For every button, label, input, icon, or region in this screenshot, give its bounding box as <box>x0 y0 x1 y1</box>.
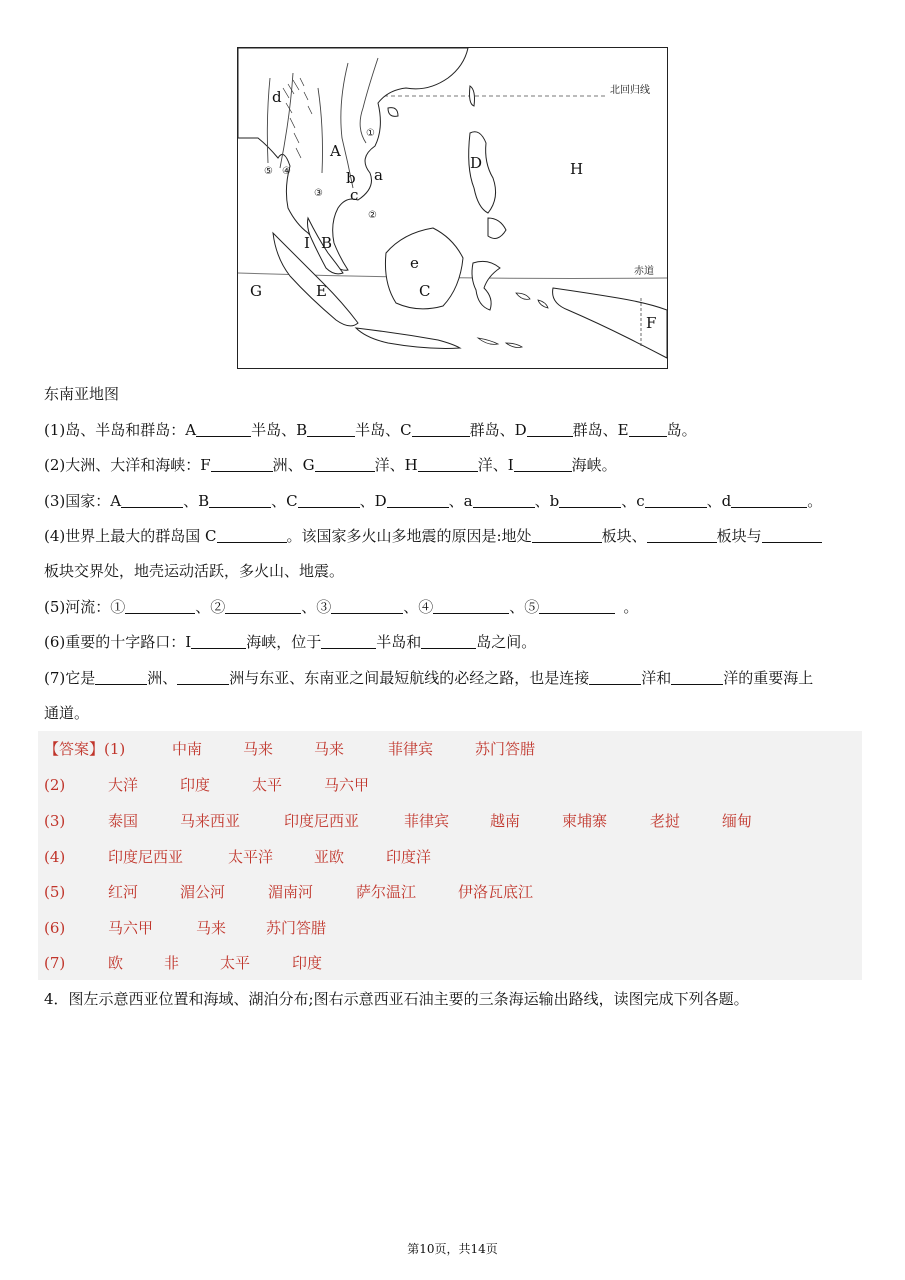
sulawesi-shape <box>472 261 500 310</box>
map-label-a: a <box>374 166 383 184</box>
answer-item: 太平洋 <box>228 848 274 866</box>
answer-num: (3) <box>44 812 66 830</box>
map-label-I: I <box>304 234 310 252</box>
q5-text: 、⑤ <box>509 598 540 616</box>
question-5 <box>44 596 864 618</box>
q5-text: 、④ <box>403 598 434 616</box>
q1-text: 半岛、C <box>355 421 412 439</box>
q6-blank-2[interactable] <box>321 632 376 649</box>
map-label-G: G <box>250 282 262 300</box>
q4-text: 板块与 <box>716 527 762 545</box>
answer-item: 萨尔温江 <box>356 883 417 901</box>
question-3 <box>44 490 864 512</box>
answer-item: 马来 <box>314 740 345 758</box>
q1-blank-2[interactable] <box>307 420 355 437</box>
q2-blank-1[interactable] <box>211 455 273 472</box>
q6-text: 海峡，位于 <box>246 633 322 651</box>
answer-num: (4) <box>44 848 66 866</box>
q4-blank-2[interactable] <box>532 526 602 543</box>
q5-blank-5[interactable] <box>539 597 615 614</box>
answer-item: 印度 <box>292 954 323 972</box>
q2-text: 海峡。 <box>571 456 617 474</box>
java-shape <box>356 328 460 348</box>
q4-text: (4)世界上最大的群岛国 C <box>44 527 217 545</box>
q3-text: 、a <box>448 492 473 510</box>
q7-text: (7)它是 <box>44 669 96 687</box>
q7-blank-2[interactable] <box>177 668 229 685</box>
q3-blank-8[interactable] <box>731 491 807 508</box>
map-label-tropic: 北回归线 <box>610 85 650 96</box>
q6-blank-1[interactable] <box>191 632 246 649</box>
question-1 <box>44 419 864 441</box>
q4-blank-1[interactable] <box>217 526 287 543</box>
map-label-A: A <box>330 142 341 160</box>
q3-text: 、d <box>706 492 732 510</box>
map-svg <box>238 48 667 368</box>
answer-item: 湄公河 <box>180 883 226 901</box>
q3-text: (3)国家：A <box>44 492 122 510</box>
answer-item: 红河 <box>108 883 139 901</box>
answer-row-4 <box>44 846 432 868</box>
q5-blank-4[interactable] <box>433 597 509 614</box>
map-label-river5: ⑤ <box>264 166 273 177</box>
q7-blank-3[interactable] <box>589 668 641 685</box>
q1-text: (1)岛、半岛和群岛：A <box>44 421 197 439</box>
q2-text: 洲、G <box>272 456 315 474</box>
answer-tag: 【答案】 <box>44 740 105 758</box>
q2-blank-3[interactable] <box>418 455 478 472</box>
q1-blank-1[interactable] <box>196 420 251 437</box>
q5-text: 。 <box>623 598 639 616</box>
q1-blank-5[interactable] <box>629 420 667 437</box>
answer-row-2 <box>44 774 370 796</box>
map-label-river1: ① <box>366 128 375 139</box>
answer-item: 太平 <box>220 954 251 972</box>
map-label-B: B <box>321 234 333 252</box>
q1-text: 群岛、D <box>469 421 527 439</box>
next-question: 4．图左示意西亚位置和海域、湖泊分布;图右示意西亚石油主要的三条海运输出路线，读图完成下列各题。 <box>44 990 749 1008</box>
answer-row-3 <box>44 810 753 832</box>
answer-item: 苏门答腊 <box>266 919 327 937</box>
q5-blank-3[interactable] <box>331 597 403 614</box>
answer-item: 中南 <box>172 740 203 758</box>
answer-row-7 <box>44 952 323 974</box>
q4-text: 。该国家多火山多地震的原因是:地处 <box>286 527 532 545</box>
map-label-F: F <box>646 314 657 332</box>
answer-num: (5) <box>44 883 66 901</box>
answer-item: 印度尼西亚 <box>108 848 184 866</box>
q1-blank-3[interactable] <box>412 420 470 437</box>
q3-text: 、B <box>183 492 210 510</box>
answer-item: 缅甸 <box>722 812 753 830</box>
map-label-river3: ③ <box>314 188 323 199</box>
answer-item: 印度 <box>180 776 211 794</box>
answer-item: 印度洋 <box>386 848 432 866</box>
answer-box <box>38 731 862 980</box>
q3-text: 、c <box>621 492 645 510</box>
q4-blank-4[interactable] <box>762 526 822 543</box>
q3-text: 、C <box>271 492 298 510</box>
q5-text: 、② <box>195 598 226 616</box>
answer-row-5 <box>44 881 534 903</box>
q7-text: 洲与东亚、东南亚之间最短航线的必经之路，也是连接 <box>229 669 590 687</box>
answer-item: 亚欧 <box>314 848 345 866</box>
answer-item: 马来西亚 <box>180 812 241 830</box>
q1-text: 群岛、E <box>572 421 629 439</box>
question-6 <box>44 631 864 653</box>
q1-text: 半岛、B <box>251 421 308 439</box>
map-label-D: D <box>470 154 483 172</box>
map-label-b: b <box>346 169 356 187</box>
answer-item: 菲律宾 <box>404 812 450 830</box>
q7-text: 洋和 <box>641 669 672 687</box>
q2-text: (2)大洲、大洋和海峡：F <box>44 456 211 474</box>
q5-blank-2[interactable] <box>225 597 301 614</box>
q5-text: 、③ <box>301 598 332 616</box>
answer-item: 菲律宾 <box>388 740 434 758</box>
answer-item: 印度尼西亚 <box>284 812 360 830</box>
q3-blank-2[interactable] <box>209 491 271 508</box>
answer-num: (2) <box>44 776 66 794</box>
philippines-shape <box>469 132 496 213</box>
map-caption: 东南亚地图 <box>44 385 120 403</box>
map-label-river4: ④ <box>282 166 291 177</box>
answer-item: 非 <box>164 954 180 972</box>
southeast-asia-map <box>237 47 668 369</box>
map-label-C: C <box>419 282 431 300</box>
map-label-E: E <box>316 282 327 300</box>
q4-blank-3[interactable] <box>647 526 717 543</box>
map-label-c: c <box>350 186 359 204</box>
answer-item: 马来 <box>243 740 274 758</box>
taiwan-shape <box>470 86 475 106</box>
q7-text: 洋的重要海上 <box>723 669 814 687</box>
q2-blank-2[interactable] <box>315 455 375 472</box>
q5-text: (5)河流：① <box>44 598 126 616</box>
answer-item: 泰国 <box>108 812 139 830</box>
page-footer: 第10页，共14页 <box>407 1242 498 1256</box>
q6-text: 岛之间。 <box>476 633 537 651</box>
answer-item: 湄南河 <box>268 883 314 901</box>
q3-blank-7[interactable] <box>645 491 707 508</box>
answer-item: 马六甲 <box>108 919 154 937</box>
map-label-d: d <box>272 88 282 106</box>
q7-blank-4[interactable] <box>671 668 723 685</box>
q3-text: 。 <box>807 492 823 510</box>
q2-text: 洋、I <box>477 456 514 474</box>
question-7 <box>44 667 864 689</box>
map-label-river2: ② <box>368 210 377 221</box>
q3-text: 、b <box>534 492 560 510</box>
q3-blank-5[interactable] <box>473 491 535 508</box>
q3-blank-4[interactable] <box>387 491 449 508</box>
q1-text: 岛。 <box>666 421 697 439</box>
q7-blank-1[interactable] <box>95 668 147 685</box>
q2-text: 洋、H <box>374 456 418 474</box>
map-label-equator: 赤道 <box>634 266 654 277</box>
answer-num: (7) <box>44 954 66 972</box>
q3-blank-1[interactable] <box>121 491 183 508</box>
q6-text: (6)重要的十字路口：I <box>44 633 192 651</box>
q2-blank-4[interactable] <box>514 455 572 472</box>
answer-item: 大洋 <box>108 776 139 794</box>
answer-num: (1) <box>104 740 126 758</box>
q6-text: 半岛和 <box>376 633 422 651</box>
question-4 <box>44 525 864 547</box>
q3-blank-3[interactable] <box>298 491 360 508</box>
answer-row-6 <box>44 917 327 939</box>
answer-item: 伊洛瓦底江 <box>458 883 534 901</box>
answer-item: 老挝 <box>650 812 681 830</box>
answer-item: 苏门答腊 <box>475 740 536 758</box>
q4-text: 板块、 <box>601 527 647 545</box>
answer-item: 马六甲 <box>324 776 370 794</box>
answer-item: 太平 <box>252 776 283 794</box>
question-7-line-2: 通道。 <box>44 704 90 722</box>
answer-row-1 <box>44 738 536 760</box>
answer-item: 欧 <box>108 954 124 972</box>
answer-item: 马来 <box>196 919 227 937</box>
q3-text: 、D <box>359 492 387 510</box>
question-2 <box>44 454 864 476</box>
q5-blank-1[interactable] <box>125 597 195 614</box>
map-label-e: e <box>410 254 419 272</box>
question-4-line-2: 板块交界处，地壳运动活跃，多火山、地震。 <box>44 562 345 580</box>
map-label-H: H <box>570 160 584 178</box>
answer-item: 越南 <box>490 812 521 830</box>
answer-num: (6) <box>44 919 66 937</box>
q6-blank-3[interactable] <box>421 632 476 649</box>
q7-text: 洲、 <box>147 669 178 687</box>
mindanao-shape <box>488 218 506 238</box>
hainan-shape <box>388 108 398 117</box>
q1-blank-4[interactable] <box>527 420 573 437</box>
answer-item: 柬埔寨 <box>562 812 608 830</box>
q3-blank-6[interactable] <box>559 491 621 508</box>
